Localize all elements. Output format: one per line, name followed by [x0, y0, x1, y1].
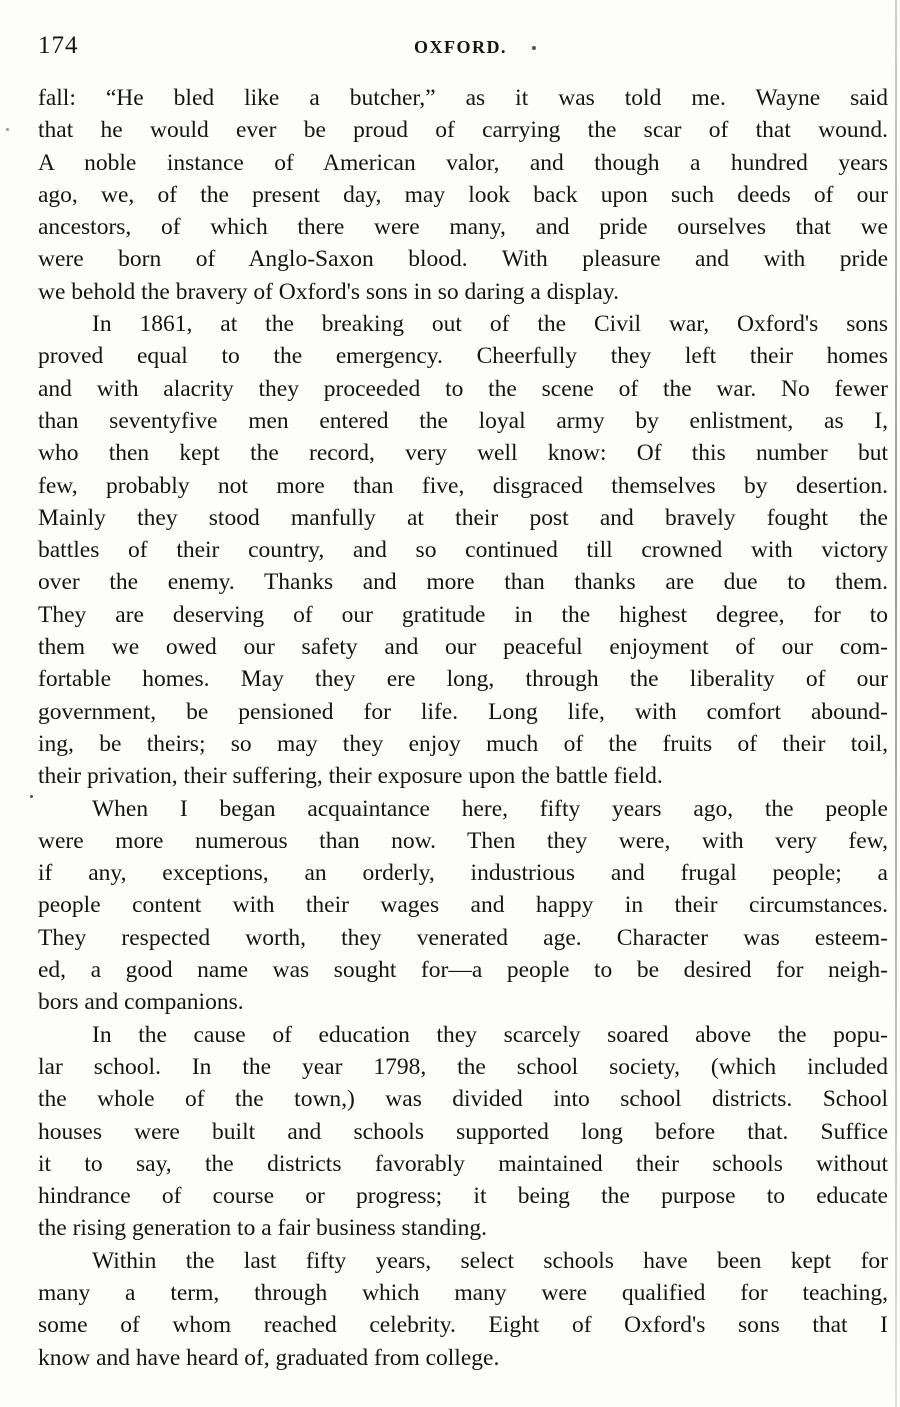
- text-line: lar school. In the year 1798, the school society, (which included: [38, 1053, 888, 1080]
- text-line: ancestors, of which there were many, and pride ourselves that we: [38, 214, 888, 241]
- text-line: Mainly they stood manfully at their post and bravely fought the: [38, 504, 888, 531]
- text-line: ing, be theirs; so may they enjoy much of the fruits of their toil,: [38, 730, 888, 757]
- text-line: many a term, through which many were qualified for teaching,: [38, 1279, 888, 1306]
- text-line: fall: “He bled like a butcher,” as it was told me. Wayne said: [38, 85, 888, 111]
- text-line: the rising generation to a fair business standing.: [38, 1215, 488, 1242]
- text-line: were born of Anglo-Saxon blood. With pleasure and with pride: [38, 246, 888, 273]
- text-line: In 1861, at the breaking out of the Civil war, Oxford's sons: [92, 311, 888, 338]
- text-line: They are deserving of our gratitude in the highest degree, for to: [38, 601, 888, 628]
- text-line: A noble instance of American valor, and though a hundred years: [38, 149, 888, 176]
- body-text: [38, 82, 888, 1374]
- text-line: battles of their country, and so continued till crowned with victory: [38, 537, 888, 564]
- page-header: [38, 32, 858, 66]
- text-line: few, probably not more than five, disgraced themselves by desertion.: [38, 472, 888, 499]
- page-number: 174: [38, 32, 79, 59]
- ink-speck: [30, 795, 33, 798]
- text-line: hindrance of course or progress; it being the purpose to educate: [38, 1183, 888, 1210]
- paragraph-2: [38, 308, 888, 792]
- ink-speck: [6, 128, 9, 131]
- text-line: who then kept the record, very well know: Of this number but: [38, 440, 888, 467]
- text-line: we behold the bravery of Oxford's sons in so daring a display.: [38, 278, 619, 305]
- text-line: know and have heard of, graduated from college.: [38, 1344, 500, 1371]
- text-line: government, be pensioned for life. Long life, with comfort abound-: [38, 698, 888, 725]
- text-line: When I began acquaintance here, fifty years ago, the people: [92, 795, 888, 822]
- text-line: bors and companions.: [38, 989, 244, 1016]
- paragraph-1: [38, 82, 888, 308]
- running-head: OXFORD.: [414, 37, 507, 57]
- text-line: some of whom reached celebrity. Eight of Oxford's sons that I: [38, 1312, 888, 1339]
- text-line: the whole of the town,) was divided into school districts. School: [38, 1086, 888, 1113]
- page-edge-shadow: [895, 0, 897, 1407]
- text-line: houses were built and schools supported long before that. Suffice: [38, 1118, 888, 1145]
- text-line: ago, we, of the present day, may look back upon such deeds of our: [38, 181, 888, 208]
- text-line: and with alacrity they proceeded to the scene of the war. No fewer: [38, 375, 888, 402]
- text-line: people content with their wages and happy in their circumstances.: [38, 892, 888, 919]
- text-line: that he would ever be proud of carrying the scar of that wound.: [38, 117, 888, 144]
- text-line: it to say, the districts favorably maintained their schools without: [38, 1150, 888, 1177]
- text-line: over the enemy. Thanks and more than thanks are due to them.: [38, 569, 888, 596]
- text-line: if any, exceptions, an orderly, industrious and frugal people; a: [38, 860, 888, 887]
- text-line: them we owed our safety and our peaceful enjoyment of our com-: [38, 634, 888, 661]
- text-line: proved equal to the emergency. Cheerfully they left their homes: [38, 343, 888, 370]
- paragraph-5: [38, 1245, 888, 1374]
- ink-speck: [532, 46, 536, 50]
- text-line: Within the last fifty years, select schools have been kept for: [92, 1247, 888, 1274]
- text-line: ed, a good name was sought for—a people to be desired for neigh-: [38, 957, 888, 984]
- text-line: They respected worth, they venerated age. Character was esteem-: [38, 924, 888, 951]
- text-line: their privation, their suffering, their exposure upon the battle field.: [38, 763, 663, 790]
- paragraph-3: [38, 793, 888, 1019]
- text-line: fortable homes. May they ere long, through the liberality of our: [38, 666, 888, 693]
- text-line: were more numerous than now. Then they were, with very few,: [38, 827, 888, 854]
- text-line: than seventyfive men entered the loyal army by enlistment, as I,: [38, 407, 888, 434]
- text-line: In the cause of education they scarcely soared above the popu-: [92, 1021, 888, 1048]
- paragraph-4: [38, 1019, 888, 1245]
